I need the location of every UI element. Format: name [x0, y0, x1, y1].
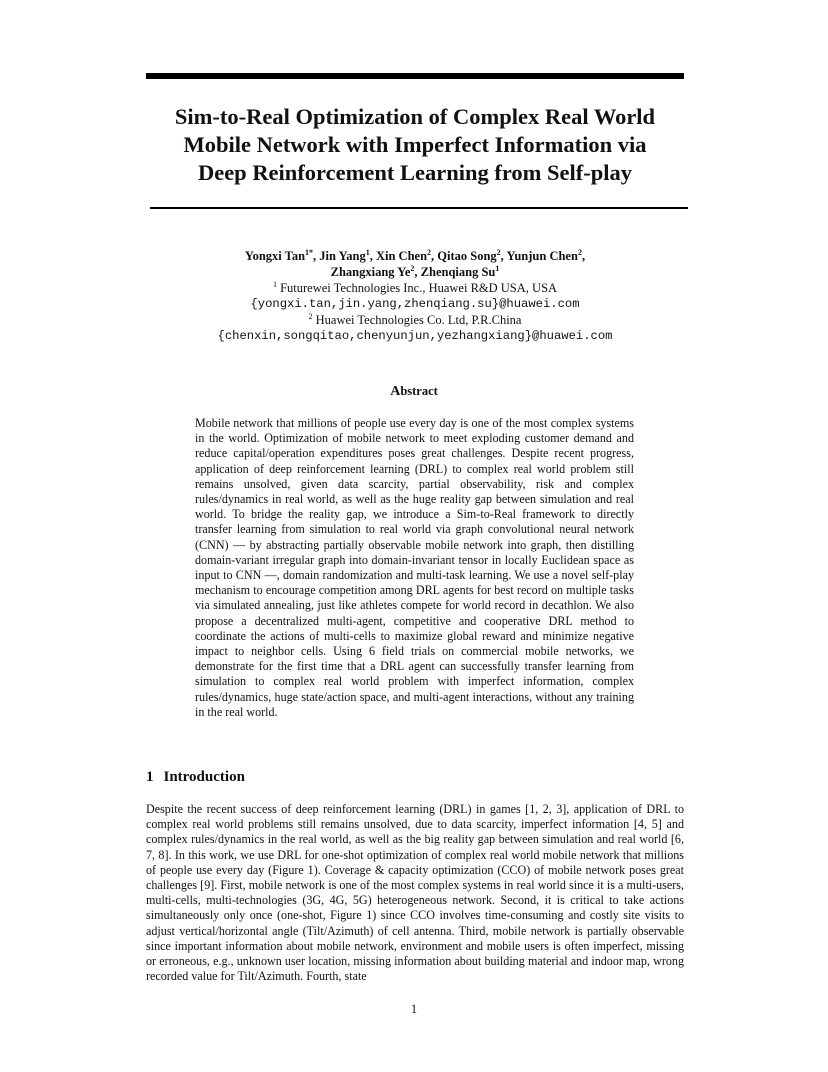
top-rule — [146, 73, 684, 79]
author-name: Yongxi Tan — [244, 249, 306, 263]
author-sup: 1* — [305, 247, 314, 257]
body-paragraph: Despite the recent success of deep reinforcement learning (DRL) in games [1, 2, 3], application of DRL to complex real world problems still remains unsolved, due to data scarcity, imperfect information [4, 5] and complex rules/dynamics in the real world, as well as the big reality gap between simulation and real world [6, 7, 8]. In this work, we use DRL for one-shot optimization of complex real world mobile network that millions of people use every day (Figure 1). Coverage & capacity optimization (CCO) of mobile network poses great challenges [9]. First, mobile network is one of the most complex systems in real world since it is a multi-users, multi-cells, multi-technologies (3G, 4G, 5G) heterogeneous network. Second, it is critical to take actions simultaneously only once (one-shot, Figure 1) since CCO involves time-consuming and costly site visits to adjust vertical/horizontal angle (Tilt/Azimuth) of cell antenna. Third, mobile network is partially observable since important information about mobile network, environment and mobile users is often imperfect, missing or erroneous, e.g., unknown user location, missing information about building material and indoor map, wrong recorded value for Tilt/Azimuth. Fourth, state — [146, 802, 684, 984]
author-sup: 2 — [496, 247, 501, 257]
author-block — [120, 248, 710, 344]
abstract-heading — [0, 384, 828, 400]
section-title: Introduction — [163, 769, 245, 785]
section-number: 1 — [146, 769, 154, 785]
affiliation-sup: 1 — [272, 279, 277, 289]
affiliation-text: Futurewei Technologies Inc., Huawei R&D USA, USA — [280, 281, 558, 295]
affiliation-text: Huawei Technologies Co. Ltd, P.R.China — [315, 313, 522, 327]
author-line-2: Zhangxiang Ye$^2$, Zhenqiang Su$^1$ — [330, 263, 500, 279]
affiliation-2 — [120, 312, 710, 328]
title-line-2: Mobile Network with Imperfect Information via — [183, 132, 647, 157]
author-name: Zhangxiang Ye — [330, 265, 411, 279]
affiliation-sup: 2 — [308, 311, 313, 321]
author-line-1: Yongxi Tan$^{1*}$, Jin Yang$^1$, Xin Chen$^2$, Qitao Song$^2$, Yunjun Chen$^2$, — [244, 247, 586, 263]
author-sup: 2 — [410, 263, 415, 273]
abstract-text: Mobile network that millions of people use every day is one of the most complex systems in the world. Optimization of mobile network to meet exploding customer demand and reduce capital/operation expenditures poses great challenges. Despite recent progress, application of deep reinforcement learning (DRL) to complex real world problem still remains unsolved, given data scarcity, partial observability, risk and complex rules/dynamics in real world, as well as the huge reality gap between simulation and real world. To bridge the reality gap, we introduce a Sim-to-Real framework to directly transfer learning from simulation to real world via graph convolutional neural network (CNN) — by abstracting partially observable mobile network into graph, then distilling domain-variant irregular graph into domain-invariant tensor in locally Euclidean space as input to CNN —, domain randomization and multi-task learning. We use a novel self-play mechanism to encourage competition among DRL agents for best record on multiple tasks via simulated annealing, just like athletes compete for world record in decathlon. We also propose a decentralized multi-agent, competitive and cooperative DRL method to coordinate the actions of multi-cells to maximize global reward and minimize negative impact to neighbor cells. Using 6 field trials on commercial mobile networks, we demonstrate for the first time that a DRL agent can successfully transfer learning from simulation to complex real world problem with imperfect information, complex rules/dynamics, huge state/action space, and multi-agent interactions, without any training in the real world. — [195, 416, 634, 719]
page-number: 1 — [410, 1002, 418, 1016]
abstract-heading-initial: A — [390, 384, 401, 399]
author-sup: 2 — [577, 247, 582, 257]
title-rule — [150, 207, 688, 209]
email-1: {yongxi.tan,jin.yang,zhenqiang.su}@huawei.com — [250, 297, 580, 311]
email-2: {chenxin,songqitao,chenyunjun,yezhangxiang}@huawei.com — [217, 329, 613, 343]
author-sup: 1 — [365, 247, 370, 257]
author-name: Qitao Song — [437, 249, 497, 263]
author-name: Xin Chen — [375, 249, 428, 263]
author-sup: 1 — [495, 263, 500, 273]
author-name: Zhenqiang Su — [420, 265, 496, 279]
abstract-heading-rest: bstract — [400, 384, 438, 398]
section-heading — [146, 769, 245, 786]
author-name: Jin Yang — [319, 249, 366, 263]
affiliation-1 — [120, 280, 710, 296]
paper-title — [120, 103, 710, 187]
title-line-3: Deep Reinforcement Learning from Self-play — [197, 160, 633, 185]
author-sup: 2 — [427, 247, 432, 257]
title-line-1: Sim-to-Real Optimization of Complex Real World — [174, 104, 656, 129]
author-name: Yunjun Chen — [506, 249, 578, 263]
